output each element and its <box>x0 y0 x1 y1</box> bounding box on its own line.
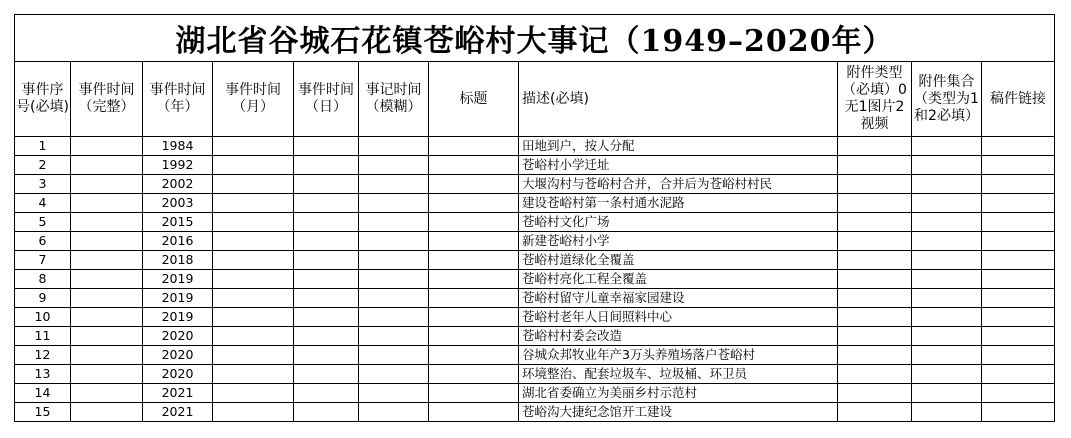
cell-event-no[interactable]: 10 <box>15 308 71 327</box>
cell-time-full[interactable] <box>71 156 143 175</box>
cell-month[interactable] <box>213 137 294 156</box>
cell-attachment-set[interactable] <box>912 365 982 384</box>
chronicle-table <box>14 14 1055 422</box>
cell-title[interactable] <box>429 308 519 327</box>
cell-attachment-set[interactable] <box>912 213 982 232</box>
cell-description[interactable]: 苍峪村老年人日间照料中心 <box>519 308 838 327</box>
cell-time-full[interactable] <box>71 308 143 327</box>
cell-title[interactable] <box>429 384 519 403</box>
cell-time-full[interactable] <box>71 175 143 194</box>
cell-year[interactable]: 2015 <box>143 213 213 232</box>
cell-month[interactable] <box>213 175 294 194</box>
cell-day[interactable] <box>294 156 359 175</box>
cell-time-full[interactable] <box>71 327 143 346</box>
cell-attachment-set[interactable] <box>912 194 982 213</box>
cell-attachment-set[interactable] <box>912 137 982 156</box>
header-description[interactable]: 描述(必填) <box>519 62 838 137</box>
cell-attachment-type[interactable] <box>838 289 912 308</box>
table-row <box>15 346 1055 365</box>
table-row <box>15 289 1055 308</box>
cell-title[interactable] <box>429 365 519 384</box>
cell-month[interactable] <box>213 384 294 403</box>
cell-day[interactable] <box>294 137 359 156</box>
cell-fuzzy-time[interactable] <box>359 213 429 232</box>
cell-attachment-type[interactable] <box>838 365 912 384</box>
cell-day[interactable] <box>294 270 359 289</box>
cell-fuzzy-time[interactable] <box>359 327 429 346</box>
cell-fuzzy-time[interactable] <box>359 156 429 175</box>
header-attachment-set[interactable]: 附件集合（类型为1和2必填） <box>912 62 982 137</box>
cell-event-no[interactable]: 8 <box>15 270 71 289</box>
cell-fuzzy-time[interactable] <box>359 232 429 251</box>
table-row <box>15 270 1055 289</box>
cell-attachment-set[interactable] <box>912 156 982 175</box>
cell-day[interactable] <box>294 384 359 403</box>
cell-day[interactable] <box>294 403 359 422</box>
header-time-day[interactable]: 事件时间（日） <box>294 62 359 137</box>
table-row <box>15 403 1055 422</box>
cell-fuzzy-time[interactable] <box>359 194 429 213</box>
cell-attachment-set[interactable] <box>912 384 982 403</box>
cell-time-full[interactable] <box>71 403 143 422</box>
cell-article-link[interactable] <box>982 194 1055 213</box>
cell-month[interactable] <box>213 156 294 175</box>
cell-month[interactable] <box>213 346 294 365</box>
cell-description[interactable]: 谷城众邦牧业年产3万头养殖场落户苍峪村 <box>519 346 838 365</box>
cell-year[interactable]: 2020 <box>143 346 213 365</box>
cell-day[interactable] <box>294 365 359 384</box>
cell-year[interactable]: 2021 <box>143 384 213 403</box>
cell-day[interactable] <box>294 289 359 308</box>
cell-time-full[interactable] <box>71 346 143 365</box>
cell-year[interactable]: 2016 <box>143 232 213 251</box>
cell-attachment-type[interactable] <box>838 327 912 346</box>
header-attachment-type[interactable]: 附件类型（必填）0无1图片2视频 <box>838 62 912 137</box>
cell-event-no[interactable]: 7 <box>15 251 71 270</box>
cell-time-full[interactable] <box>71 232 143 251</box>
header-row <box>15 62 1055 137</box>
table-row <box>15 232 1055 251</box>
cell-title[interactable] <box>429 403 519 422</box>
table-row <box>15 213 1055 232</box>
cell-month[interactable] <box>213 327 294 346</box>
cell-day[interactable] <box>294 213 359 232</box>
cell-time-full[interactable] <box>71 289 143 308</box>
cell-month[interactable] <box>213 251 294 270</box>
cell-article-link[interactable] <box>982 175 1055 194</box>
table-row <box>15 194 1055 213</box>
cell-title[interactable] <box>429 270 519 289</box>
table-title[interactable]: 湖北省谷城石花镇苍峪村大事记（1949–2020年） <box>15 15 1055 62</box>
cell-article-link[interactable] <box>982 289 1055 308</box>
table-row <box>15 365 1055 384</box>
header-time-year[interactable]: 事件时间（年） <box>143 62 213 137</box>
cell-event-no[interactable]: 15 <box>15 403 71 422</box>
cell-description[interactable]: 苍峪村留守儿童幸福家园建设 <box>519 289 838 308</box>
cell-day[interactable] <box>294 194 359 213</box>
cell-year[interactable]: 2021 <box>143 403 213 422</box>
cell-day[interactable] <box>294 346 359 365</box>
cell-article-link[interactable] <box>982 213 1055 232</box>
cell-attachment-type[interactable] <box>838 194 912 213</box>
cell-event-no[interactable]: 12 <box>15 346 71 365</box>
cell-month[interactable] <box>213 232 294 251</box>
table-row <box>15 156 1055 175</box>
cell-title[interactable] <box>429 156 519 175</box>
cell-article-link[interactable] <box>982 156 1055 175</box>
cell-fuzzy-time[interactable] <box>359 175 429 194</box>
cell-fuzzy-time[interactable] <box>359 251 429 270</box>
spreadsheet <box>14 14 1055 422</box>
cell-time-full[interactable] <box>71 270 143 289</box>
header-time-fuzzy[interactable]: 事记时间（模糊） <box>359 62 429 137</box>
cell-event-no[interactable]: 3 <box>15 175 71 194</box>
cell-year[interactable]: 1992 <box>143 156 213 175</box>
cell-event-no[interactable]: 11 <box>15 327 71 346</box>
cell-year[interactable]: 2020 <box>143 327 213 346</box>
header-event-no[interactable]: 事件序号(必填) <box>15 62 71 137</box>
cell-attachment-set[interactable] <box>912 327 982 346</box>
cell-month[interactable] <box>213 213 294 232</box>
table-row <box>15 308 1055 327</box>
cell-description[interactable]: 湖北省委确立为美丽乡村示范村 <box>519 384 838 403</box>
cell-title[interactable] <box>429 194 519 213</box>
cell-attachment-set[interactable] <box>912 251 982 270</box>
cell-month[interactable] <box>213 270 294 289</box>
cell-time-full[interactable] <box>71 194 143 213</box>
cell-time-full[interactable] <box>71 251 143 270</box>
cell-event-no[interactable]: 13 <box>15 365 71 384</box>
cell-fuzzy-time[interactable] <box>359 137 429 156</box>
cell-attachment-type[interactable] <box>838 308 912 327</box>
cell-article-link[interactable] <box>982 308 1055 327</box>
cell-month[interactable] <box>213 365 294 384</box>
cell-attachment-type[interactable] <box>838 251 912 270</box>
cell-attachment-type[interactable] <box>838 270 912 289</box>
cell-day[interactable] <box>294 327 359 346</box>
cell-article-link[interactable] <box>982 251 1055 270</box>
cell-title[interactable] <box>429 346 519 365</box>
cell-event-no[interactable]: 9 <box>15 289 71 308</box>
header-time-full[interactable]: 事件时间（完整） <box>71 62 143 137</box>
cell-fuzzy-time[interactable] <box>359 346 429 365</box>
cell-attachment-type[interactable] <box>838 403 912 422</box>
cell-attachment-type[interactable] <box>838 213 912 232</box>
cell-title[interactable] <box>429 137 519 156</box>
table-row <box>15 175 1055 194</box>
cell-fuzzy-time[interactable] <box>359 403 429 422</box>
cell-title[interactable] <box>429 251 519 270</box>
cell-time-full[interactable] <box>71 384 143 403</box>
cell-event-no[interactable]: 14 <box>15 384 71 403</box>
header-time-month[interactable]: 事件时间（月） <box>213 62 294 137</box>
cell-day[interactable] <box>294 308 359 327</box>
cell-description[interactable]: 苍峪村道绿化全覆盖 <box>519 251 838 270</box>
cell-attachment-set[interactable] <box>912 346 982 365</box>
cell-attachment-set[interactable] <box>912 403 982 422</box>
cell-time-full[interactable] <box>71 137 143 156</box>
cell-year[interactable]: 2003 <box>143 194 213 213</box>
cell-description[interactable]: 田地到户，按人分配 <box>519 137 838 156</box>
cell-article-link[interactable] <box>982 365 1055 384</box>
cell-article-link[interactable] <box>982 403 1055 422</box>
cell-description[interactable]: 新建苍峪村小学 <box>519 232 838 251</box>
cell-article-link[interactable] <box>982 270 1055 289</box>
cell-day[interactable] <box>294 175 359 194</box>
cell-description[interactable]: 大堰沟村与苍峪村合并，合并后为苍峪村村民 <box>519 175 838 194</box>
table-row <box>15 327 1055 346</box>
cell-title[interactable] <box>429 289 519 308</box>
table-row <box>15 384 1055 403</box>
cell-event-no[interactable]: 6 <box>15 232 71 251</box>
cell-description[interactable]: 苍峪沟大捷纪念馆开工建设 <box>519 403 838 422</box>
cell-article-link[interactable] <box>982 137 1055 156</box>
header-article-link[interactable]: 稿件链接 <box>982 62 1055 137</box>
cell-attachment-set[interactable] <box>912 175 982 194</box>
cell-attachment-set[interactable] <box>912 289 982 308</box>
cell-article-link[interactable] <box>982 346 1055 365</box>
cell-attachment-set[interactable] <box>912 270 982 289</box>
cell-description[interactable]: 建设苍峪村第一条村通水泥路 <box>519 194 838 213</box>
cell-event-no[interactable]: 4 <box>15 194 71 213</box>
cell-event-no[interactable]: 2 <box>15 156 71 175</box>
cell-description[interactable]: 苍峪村亮化工程全覆盖 <box>519 270 838 289</box>
cell-attachment-type[interactable] <box>838 156 912 175</box>
cell-attachment-type[interactable] <box>838 384 912 403</box>
table-row <box>15 251 1055 270</box>
cell-attachment-type[interactable] <box>838 175 912 194</box>
cell-time-full[interactable] <box>71 213 143 232</box>
cell-year[interactable]: 2019 <box>143 270 213 289</box>
cell-attachment-type[interactable] <box>838 232 912 251</box>
cell-description[interactable]: 苍峪村文化广场 <box>519 213 838 232</box>
cell-article-link[interactable] <box>982 232 1055 251</box>
cell-year[interactable]: 1984 <box>143 137 213 156</box>
cell-description[interactable]: 环境整治、配套垃圾车、垃圾桶、环卫员 <box>519 365 838 384</box>
cell-year[interactable]: 2019 <box>143 308 213 327</box>
cell-fuzzy-time[interactable] <box>359 308 429 327</box>
cell-month[interactable] <box>213 403 294 422</box>
cell-event-no[interactable]: 5 <box>15 213 71 232</box>
cell-day[interactable] <box>294 232 359 251</box>
cell-fuzzy-time[interactable] <box>359 270 429 289</box>
cell-description[interactable]: 苍峪村村委会改造 <box>519 327 838 346</box>
cell-title[interactable] <box>429 175 519 194</box>
header-title[interactable]: 标题 <box>429 62 519 137</box>
table-row <box>15 137 1055 156</box>
cell-article-link[interactable] <box>982 327 1055 346</box>
cell-event-no[interactable]: 1 <box>15 137 71 156</box>
cell-month[interactable] <box>213 194 294 213</box>
cell-attachment-type[interactable] <box>838 346 912 365</box>
cell-attachment-type[interactable] <box>838 137 912 156</box>
cell-attachment-set[interactable] <box>912 308 982 327</box>
cell-title[interactable] <box>429 213 519 232</box>
cell-title[interactable] <box>429 232 519 251</box>
cell-year[interactable]: 2019 <box>143 289 213 308</box>
cell-month[interactable] <box>213 289 294 308</box>
cell-year[interactable]: 2002 <box>143 175 213 194</box>
cell-year[interactable]: 2018 <box>143 251 213 270</box>
cell-year[interactable]: 2020 <box>143 365 213 384</box>
cell-fuzzy-time[interactable] <box>359 365 429 384</box>
cell-day[interactable] <box>294 251 359 270</box>
cell-description[interactable]: 苍峪村小学迁址 <box>519 156 838 175</box>
cell-attachment-set[interactable] <box>912 232 982 251</box>
cell-fuzzy-time[interactable] <box>359 289 429 308</box>
cell-time-full[interactable] <box>71 365 143 384</box>
cell-title[interactable] <box>429 327 519 346</box>
cell-article-link[interactable] <box>982 384 1055 403</box>
cell-month[interactable] <box>213 308 294 327</box>
cell-fuzzy-time[interactable] <box>359 384 429 403</box>
